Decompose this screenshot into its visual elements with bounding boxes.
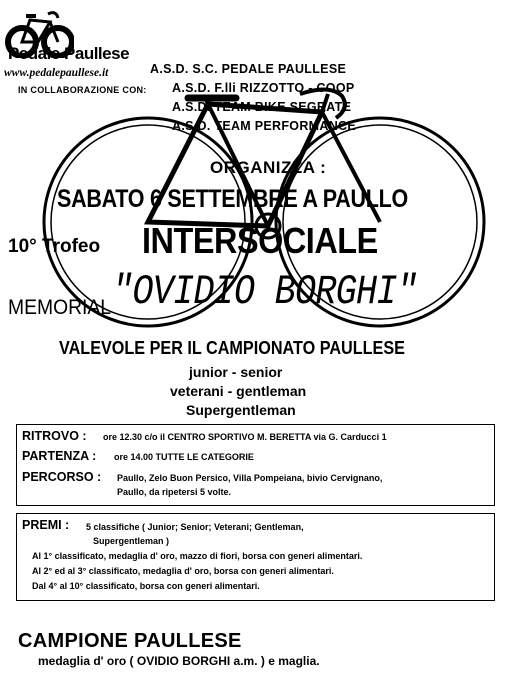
memorial-prefix: MEMORIAL: [8, 296, 112, 319]
percorso-line-1: Paullo, Zelo Buon Persico, Villa Pompeiana, bivio Cervignano,: [117, 473, 383, 483]
premi-line-4: Al 2° ed al 3° classificato, medaglia d' oro, borsa con generi alimentari.: [32, 566, 334, 576]
memorial-name: "OVIDIO BORGHI": [112, 268, 417, 316]
ritrovo-label: RITROVO :: [22, 429, 87, 443]
trofeo-title: INTERSOCIALE: [142, 220, 378, 261]
championship-line: VALEVOLE PER IL CAMPIONATO PAULLESE: [59, 338, 405, 358]
organizer-main: A.S.D. S.C. PEDALE PAULLESE: [150, 62, 347, 76]
collaborator-3: A.S.D. TEAM PERFORMANCE: [172, 119, 356, 133]
club-logo: [2, 4, 147, 80]
organizza-label: ORGANIZZA :: [210, 158, 327, 177]
logo-name: Pedale Paullese: [8, 44, 130, 63]
percorso-line-2: Paullo, da ripetersi 5 volte.: [117, 487, 232, 497]
category-line-2: veterani - gentleman: [170, 383, 307, 399]
prizes-box: [16, 513, 495, 601]
premi-line-1: 5 classifiche ( Junior; Senior; Veterani; Gentleman,: [86, 522, 304, 532]
logo-url: www.pedalepaullese.it: [4, 67, 109, 79]
premi-line-5: Dal 4° al 10° classificato, borsa con generi alimentari.: [32, 581, 260, 591]
collaborator-1: A.S.D. F.lli RIZZOTTO - COOP: [172, 81, 355, 95]
partenza-text: ore 14.00 TUTTE LE CATEGORIE: [114, 452, 254, 462]
percorso-label: PERCORSO :: [22, 470, 102, 484]
partenza-label: PARTENZA :: [22, 449, 97, 463]
category-line-3: Supergentleman: [186, 402, 296, 418]
medaglia-text: medaglia d' oro ( OVIDIO BORGHI a.m. ) e maglia.: [38, 654, 320, 668]
event-date: SABATO 6 SETTEMBRE A PAULLO: [57, 185, 408, 213]
campione-title: CAMPIONE PAULLESE: [18, 630, 242, 652]
premi-line-2: Supergentleman ): [93, 536, 170, 546]
premi-line-3: Al 1° classificato, medaglia d' oro, mazzo di fiori, borsa con generi alimentari.: [32, 551, 363, 561]
details-box: [16, 424, 495, 506]
collaboration-label: IN COLLABORAZIONE CON:: [18, 85, 147, 95]
trofeo-edition: 10° Trofeo: [8, 236, 101, 257]
category-line-1: junior - senior: [189, 364, 283, 380]
collaborator-2: A.S.D. TEAM BIKE SEGRATE: [172, 100, 352, 114]
premi-label: PREMI :: [22, 518, 70, 532]
ritrovo-text: ore 12.30 c/o il CENTRO SPORTIVO M. BERETTA via G. Carducci 1: [103, 432, 387, 442]
